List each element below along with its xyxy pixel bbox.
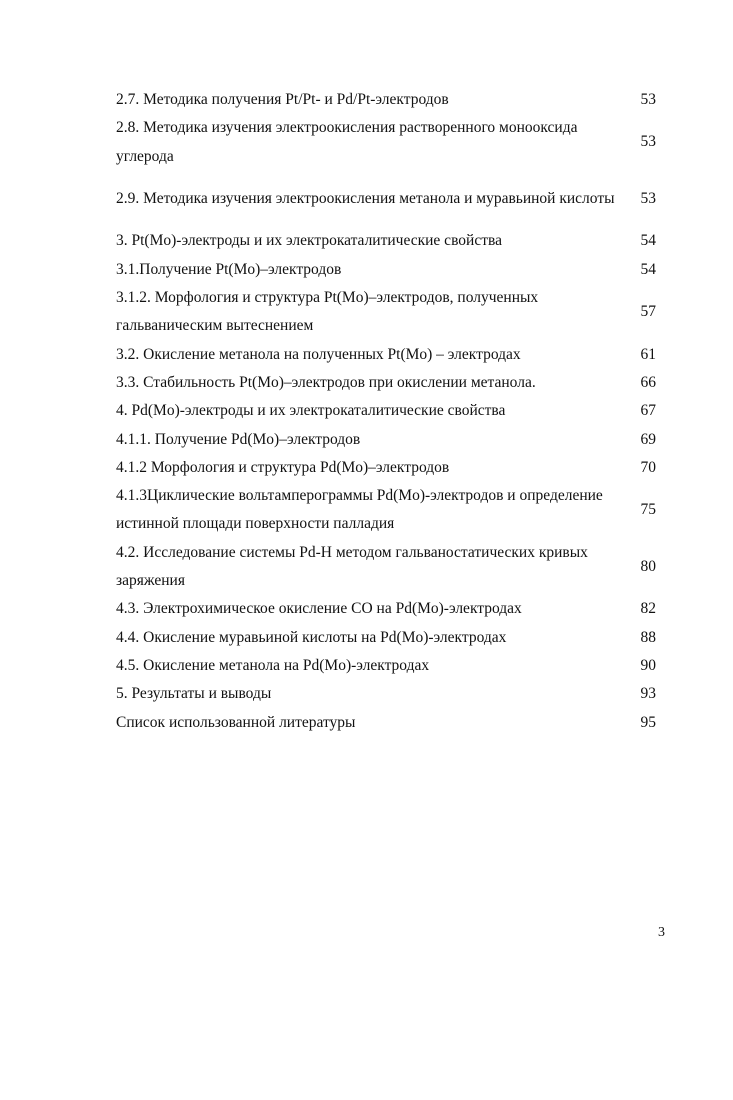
toc-entry[interactable] (116, 709, 656, 737)
toc-entry-page: 53 (640, 190, 656, 208)
toc-entry[interactable] (116, 539, 656, 596)
toc-entry-title: 4. Pd(Mo)-электроды и их электрокаталитические свойства (116, 402, 506, 420)
toc-entry-page: 90 (640, 656, 656, 674)
toc-entry-page: 75 (640, 501, 656, 519)
toc-entry[interactable] (116, 86, 656, 114)
toc-entry[interactable] (116, 426, 656, 454)
toc-entry[interactable] (116, 114, 656, 171)
toc-entry-title: 4.2. Исследование системы Pd-H методом гальваностатических кривых заряжения (116, 543, 588, 590)
toc-entry[interactable] (116, 680, 656, 708)
toc-entry-page: 53 (640, 133, 656, 151)
toc-entry-title: 2.9. Методика изучения электроокисления метанола и муравьиной кислоты (116, 190, 615, 208)
page-number: 3 (658, 925, 665, 940)
toc-entry-page: 61 (640, 345, 656, 363)
toc-entry-title: 5. Результаты и выводы (116, 685, 272, 703)
toc-entry-title: 4.1.1. Получение Pd(Mo)–электродов (116, 430, 361, 448)
toc-entry-page: 57 (640, 303, 656, 321)
toc-entry[interactable] (116, 624, 656, 652)
toc-entry-page: 67 (640, 402, 656, 420)
toc-entry[interactable] (116, 369, 656, 397)
toc-entry[interactable] (116, 284, 656, 341)
table-of-contents (116, 86, 656, 737)
toc-entry-title: Список использованной литературы (116, 713, 356, 731)
toc-entry-title: 4.3. Электрохимическое окисление СО на Pd(Mo)-электродах (116, 600, 522, 618)
toc-entry-title: 3.1.2. Морфология и структура Pt(Mo)–электродов, полученных гальваническим вытеснением (116, 289, 539, 335)
toc-entry-page: 66 (640, 373, 656, 391)
toc-entry[interactable] (116, 482, 656, 539)
toc-entry[interactable] (116, 595, 656, 623)
toc-entry-page: 80 (640, 557, 656, 575)
toc-entry-page: 88 (640, 628, 656, 646)
toc-entry-title: 3. Pt(Mo)-электроды и их электрокаталитические свойства (116, 232, 502, 250)
toc-entry-title: 3.2. Окисление метанола на полученных Pt(Mo) – электродах (116, 345, 521, 363)
toc-entry-title: 4.1.3Циклические вольтамперограммы Pd(Mo)-электродов и определение истинной площади поверхности палладия (116, 487, 603, 533)
toc-entry[interactable] (116, 341, 656, 369)
toc-entry-page: 69 (640, 430, 656, 448)
toc-entry-title: 4.5. Окисление метанола на Pd(Mo)-электродах (116, 656, 430, 674)
toc-entry-title: 3.3. Стабильность Pt(Mo)–электродов при окислении метанола. (116, 373, 536, 391)
toc-entry-page: 54 (640, 232, 656, 250)
toc-entry[interactable] (116, 454, 656, 482)
toc-entry-page: 53 (640, 91, 656, 108)
toc-entry-title: 4.1.2 Морфология и структура Pd(Mo)–электродов (116, 458, 450, 476)
toc-entry-title: 2.7. Методика получения Pt/Pt- и Pd/Pt-электродов (116, 91, 449, 108)
toc-entry-page: 95 (640, 713, 656, 731)
toc-entry[interactable] (116, 652, 656, 680)
toc-entry-title: 4.4. Окисление муравьиной кислоты на Pd(Mo)-электродах (116, 628, 507, 646)
toc-entry[interactable] (116, 171, 656, 228)
toc-entry-page: 70 (640, 458, 656, 476)
toc-entry-page: 54 (640, 260, 656, 278)
toc-entry-title: 2.8. Методика изучения электроокисления растворенного монооксида углерода (116, 119, 578, 165)
toc-entry-page: 82 (640, 600, 656, 618)
toc-entry[interactable] (116, 397, 656, 425)
toc-entry[interactable] (116, 227, 656, 255)
toc-entry-page: 93 (640, 685, 656, 703)
toc-entry[interactable] (116, 256, 656, 284)
toc-entry-title: 3.1.Получение Pt(Mo)–электродов (116, 260, 342, 278)
